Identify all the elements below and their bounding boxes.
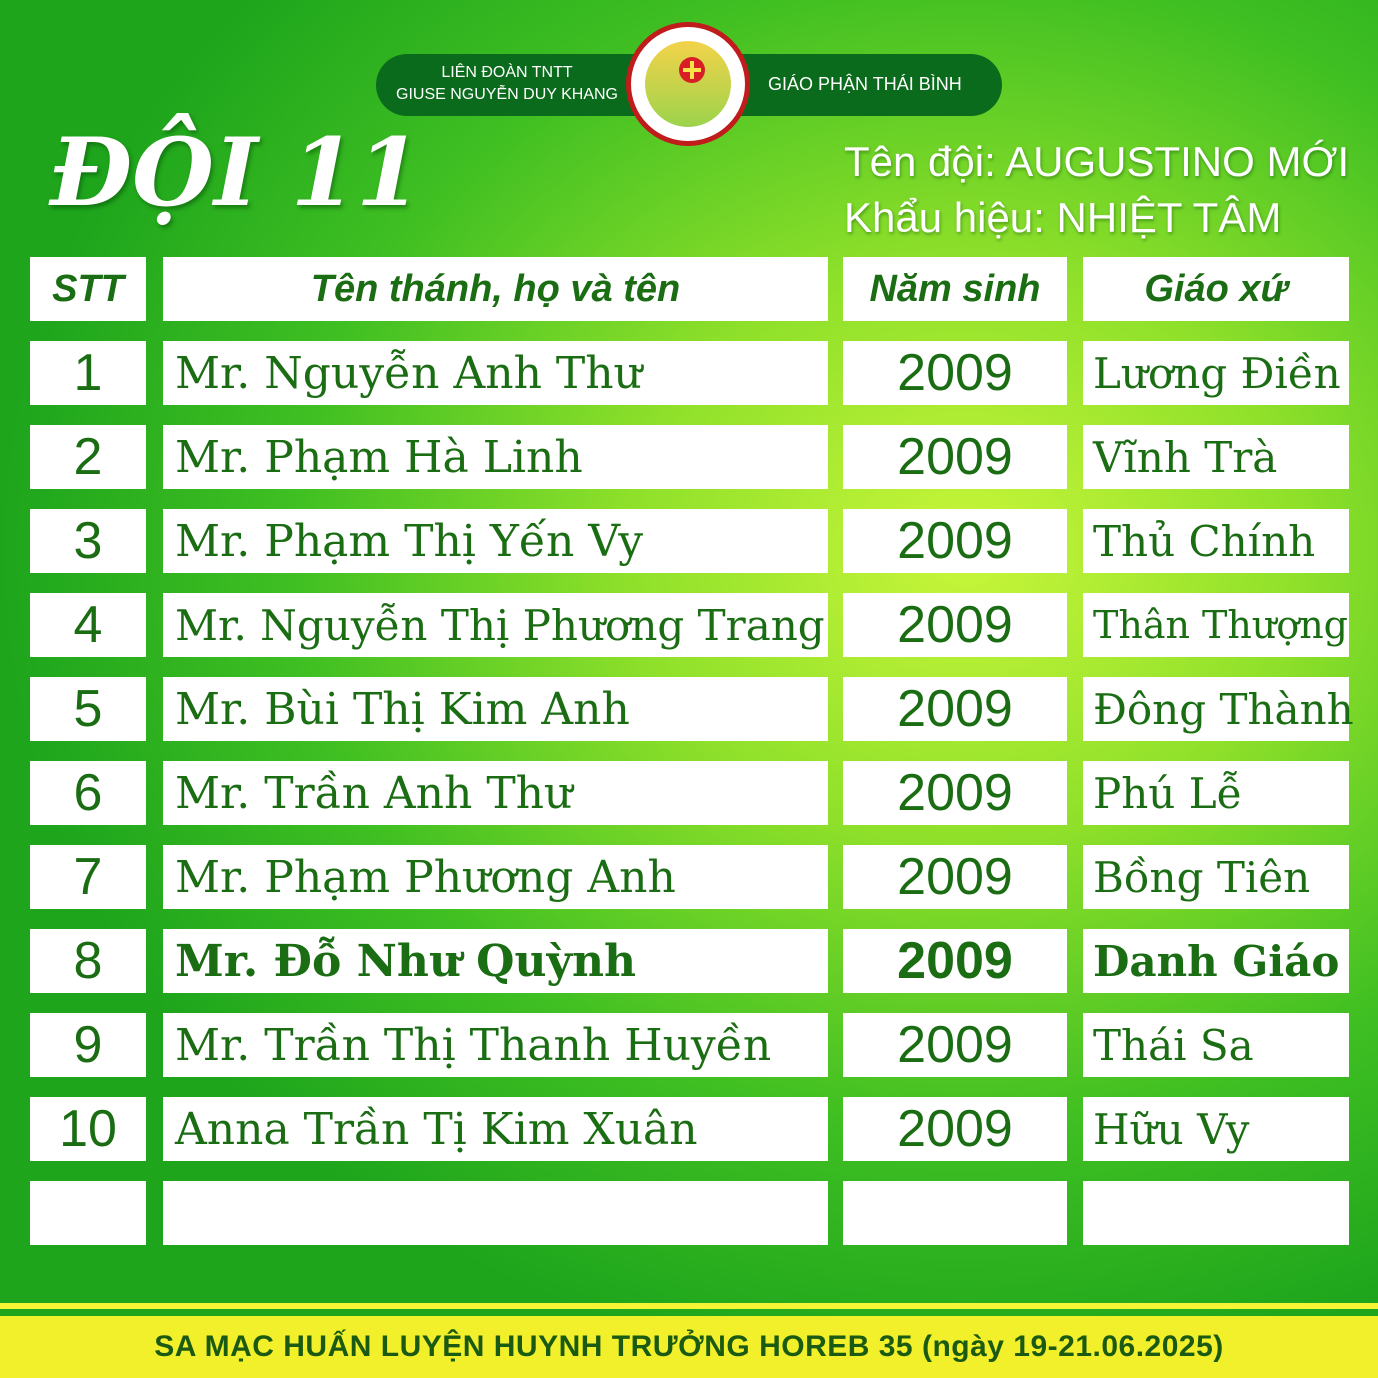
logo-emblem bbox=[645, 41, 731, 127]
row-8-name: Mr. Đỗ Như Quỳnh bbox=[163, 929, 828, 993]
row-5-parish: Đông Thành bbox=[1083, 677, 1349, 741]
row-4-name: Mr. Nguyễn Thị Phương Trang bbox=[163, 593, 828, 657]
federation-line1: LIÊN ĐOÀN TNTT bbox=[441, 64, 573, 81]
row-1-parish: Lương Điền bbox=[1083, 341, 1349, 405]
row-5-name: Mr. Bùi Thị Kim Anh bbox=[163, 677, 828, 741]
row-3-parish: Thủ Chính bbox=[1083, 509, 1349, 573]
team-info bbox=[844, 134, 1349, 246]
row-9-stt: 9 bbox=[30, 1013, 146, 1077]
row-8-year: 2009 bbox=[843, 929, 1067, 993]
row-7-parish: Bồng Tiên bbox=[1083, 845, 1349, 909]
row-6-name: Mr. Trần Anh Thư bbox=[163, 761, 828, 825]
row-10-stt: 10 bbox=[30, 1097, 146, 1161]
row-9-year: 2009 bbox=[843, 1013, 1067, 1077]
header-year: Năm sinh bbox=[843, 257, 1067, 321]
row-9-parish: Thái Sa bbox=[1083, 1013, 1349, 1077]
row-10-parish: Hữu Vy bbox=[1083, 1097, 1349, 1161]
row-10-year: 2009 bbox=[843, 1097, 1067, 1161]
row-6-year: 2009 bbox=[843, 761, 1067, 825]
row-5-year: 2009 bbox=[843, 677, 1067, 741]
row-7-stt: 7 bbox=[30, 845, 146, 909]
row-11-year bbox=[843, 1181, 1067, 1245]
row-11-stt bbox=[30, 1181, 146, 1245]
footer-banner: SA MẠC HUẤN LUYỆN HUYNH TRƯỞNG HOREB 35 (ngày 19-21.06.2025) bbox=[0, 1316, 1378, 1378]
logo bbox=[626, 22, 750, 146]
row-7-name: Mr. Phạm Phương Anh bbox=[163, 845, 828, 909]
cross-icon bbox=[679, 57, 705, 83]
row-1-year: 2009 bbox=[843, 341, 1067, 405]
row-8-parish: Danh Giáo bbox=[1083, 929, 1349, 993]
row-7-year: 2009 bbox=[843, 845, 1067, 909]
row-1-stt: 1 bbox=[30, 341, 146, 405]
row-2-name: Mr. Phạm Hà Linh bbox=[163, 425, 828, 489]
row-6-stt: 6 bbox=[30, 761, 146, 825]
footer-divider bbox=[0, 1303, 1378, 1309]
header-parish: Giáo xứ bbox=[1083, 257, 1349, 321]
team-name: Tên đội: AUGUSTINO MỚI bbox=[844, 138, 1350, 185]
row-1-name: Mr. Nguyễn Anh Thư bbox=[163, 341, 828, 405]
diocese-name: GIÁO PHẬN THÁI BÌNH bbox=[768, 74, 962, 94]
team-title: ĐỘI 11 bbox=[50, 118, 422, 228]
row-8-stt: 8 bbox=[30, 929, 146, 993]
row-4-stt: 4 bbox=[30, 593, 146, 657]
row-11-parish bbox=[1083, 1181, 1349, 1245]
row-2-year: 2009 bbox=[843, 425, 1067, 489]
row-5-stt: 5 bbox=[30, 677, 146, 741]
team-slogan: Khẩu hiệu: NHIỆT TÂM bbox=[844, 194, 1282, 241]
row-9-name: Mr. Trần Thị Thanh Huyền bbox=[163, 1013, 828, 1077]
federation-name bbox=[376, 62, 638, 106]
federation-line2: GIUSE NGUYỄN DUY KHANG bbox=[396, 86, 618, 103]
row-10-name: Anna Trần Tị Kim Xuân bbox=[163, 1097, 828, 1161]
row-3-stt: 3 bbox=[30, 509, 146, 573]
row-3-year: 2009 bbox=[843, 509, 1067, 573]
header-stt: STT bbox=[30, 257, 146, 321]
row-11-name bbox=[163, 1181, 828, 1245]
row-6-parish: Phú Lễ bbox=[1083, 761, 1349, 825]
header-name: Tên thánh, họ và tên bbox=[163, 257, 828, 321]
row-2-parish: Vĩnh Trà bbox=[1083, 425, 1349, 489]
row-2-stt: 2 bbox=[30, 425, 146, 489]
row-3-name: Mr. Phạm Thị Yến Vy bbox=[163, 509, 828, 573]
row-4-year: 2009 bbox=[843, 593, 1067, 657]
row-4-parish: Thân Thượng bbox=[1083, 593, 1349, 657]
